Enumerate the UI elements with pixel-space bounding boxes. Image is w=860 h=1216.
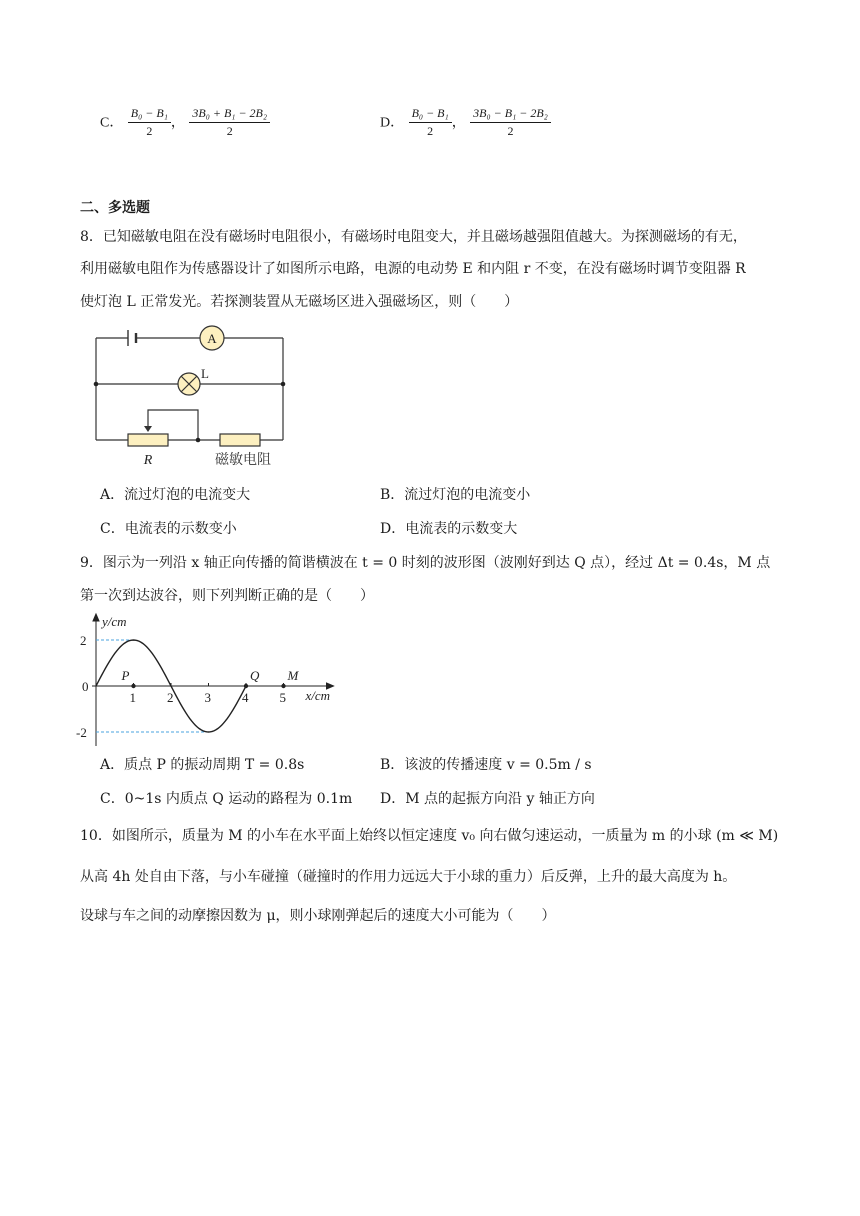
q7-d-frac2-denominator: 2	[507, 124, 514, 138]
point-q	[244, 684, 248, 688]
magnetoresistor-icon	[215, 434, 271, 468]
lamp-label: L	[201, 366, 209, 381]
q10-line-1: 10．如图所示，质量为 M 的小车在水平面上始终以恒定速度 v₀ 向右做匀速运动，一质量为 m 的小球 (m ≪ M)	[80, 828, 779, 844]
q7-d-fraction-2	[470, 106, 551, 139]
q9-option-b: B．该波的传播速度 v = 0.5m / s	[380, 757, 592, 773]
q7-option-c	[100, 106, 270, 139]
y-tick-label: 2	[80, 633, 87, 648]
q7-option-c-label: C．	[100, 115, 124, 131]
q7-d-separator: ，	[451, 114, 466, 131]
point-p	[131, 684, 135, 688]
x-tick-label: 3	[204, 690, 211, 705]
y-axis-label: y/cm	[102, 614, 127, 629]
x-tick-label: 1	[129, 690, 136, 705]
q9-line-1: 9．图示为一列沿 x 轴正向传播的简谐横波在 t = 0 时刻的波形图（波刚好到达 Q 点），经过 Δt = 0.4s，M 点	[80, 555, 771, 571]
q8-line-2: 利用磁敏电阻作为传感器设计了如图所示电路，电源的电动势 E 和内阻 r 不变，在没有磁场时调节变阻器 R	[80, 261, 746, 277]
q7-c-frac2-numerator: 3B₀ + B₁ − 2B₂	[189, 106, 270, 123]
x-tick-label: 5	[279, 690, 286, 705]
y-axis-arrow	[93, 614, 99, 621]
ammeter-label: A	[207, 331, 217, 346]
x-tick-label: 2	[167, 690, 174, 705]
wave-chart	[74, 612, 354, 747]
q7-c-frac1-denominator: 2	[146, 124, 153, 138]
q7-d-frac1-numerator: B₀ − B₁	[409, 106, 452, 123]
q7-d-fraction-1	[409, 106, 452, 139]
junction-dot	[281, 382, 286, 387]
q8-line-1: 8．已知磁敏电阻在没有磁场时电阻很小，有磁场时电阻变大，并且磁场越强阻值越大。为探测磁场的有无，	[80, 229, 747, 245]
q7-option-d-label: D．	[380, 115, 405, 131]
ammeter-icon	[200, 326, 224, 350]
q9-option-c: C．0~1s 内质点 Q 运动的路程为 0.1m	[100, 791, 353, 807]
q7-d-frac2-numerator: 3B₀ − B₁ − 2B₂	[470, 106, 551, 123]
q7-d-frac1-denominator: 2	[427, 124, 434, 138]
section-title: 二、多选题	[80, 200, 150, 216]
q7-c-fraction-1	[128, 106, 171, 139]
junction-dot	[94, 382, 99, 387]
x-tick-label: 4	[242, 690, 249, 705]
q9-line-2: 第一次到达波谷，则下列判断正确的是（ ）	[80, 588, 374, 604]
q8-option-b: B．流过灯泡的电流变小	[380, 487, 531, 503]
point-m	[281, 684, 285, 688]
q7-option-d	[380, 106, 551, 139]
x-axis-label: x/cm	[305, 688, 331, 703]
q10-line-3: 设球与车之间的动摩擦因数为 μ，则小球刚弹起后的速度大小可能为（ ）	[80, 908, 556, 924]
q7-c-separator: ，	[170, 114, 185, 131]
q8-option-a: A．流过灯泡的电流变大	[100, 487, 251, 503]
q10-line-2: 从高 4h 处自由下落，与小车碰撞（碰撞时的作用力远远大于小球的重力）后反弹，上升的最大高度为 h。	[80, 869, 737, 885]
origin-label: 0	[82, 679, 89, 694]
point-label-m: M	[287, 668, 299, 683]
junction-dot	[196, 438, 201, 443]
q7-c-fraction-2	[189, 106, 270, 139]
point-label-p: P	[121, 668, 130, 683]
q9-option-a: A．质点 P 的振动周期 T = 0.8s	[100, 757, 305, 773]
rheostat-label: R	[143, 453, 153, 468]
q8-option-c: C．电流表的示数变小	[100, 521, 237, 537]
q7-c-frac2-denominator: 2	[226, 124, 233, 138]
point-label-q: Q	[250, 668, 260, 683]
lamp-icon	[178, 366, 209, 395]
circuit-diagram	[88, 322, 298, 472]
q9-option-d: D．M 点的起振方向沿 y 轴正方向	[380, 791, 595, 807]
q7-c-frac1-numerator: B₀ − B₁	[128, 106, 171, 123]
q8-option-d: D．电流表的示数变大	[380, 521, 518, 537]
magnetoresistor-label: 磁敏电阻	[215, 452, 271, 468]
y-tick-label: -2	[76, 725, 87, 740]
q8-line-3: 使灯泡 L 正常发光。若探测装置从无磁场区进入强磁场区，则（ ）	[80, 294, 519, 310]
battery-icon	[128, 330, 136, 346]
rheostat-icon	[128, 426, 168, 468]
